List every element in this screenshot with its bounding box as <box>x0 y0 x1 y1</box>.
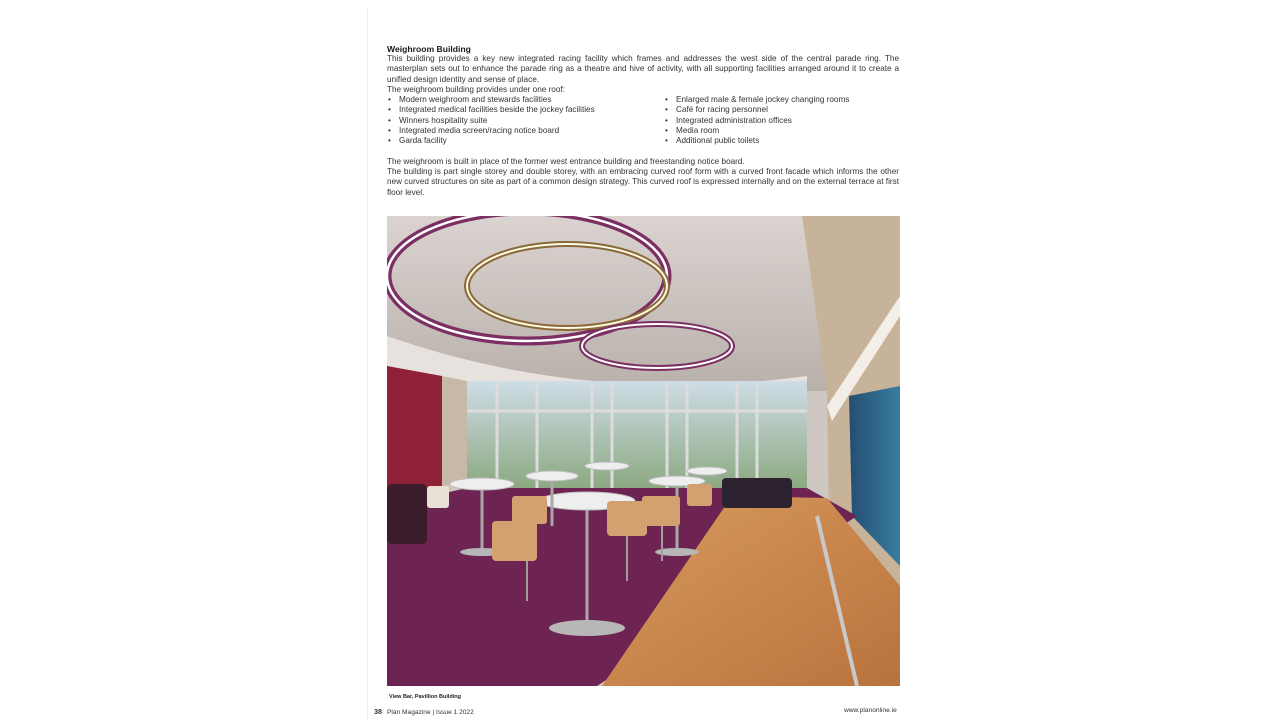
website-url: www.planonline.ie <box>844 707 897 714</box>
list-item: • Winners hospitality suite <box>387 116 595 126</box>
facilities-list-right <box>664 95 849 146</box>
interior-photo <box>387 216 900 686</box>
body-paragraph-2: The weighroom is built in place of the former west entrance building and freestanding notice board. <box>387 157 745 166</box>
list-item: • Café for racing personnel <box>664 105 849 115</box>
list-item: • Enlarged male & female jockey changing rooms <box>664 95 849 105</box>
page-footer-left <box>374 707 474 716</box>
list-item: • Garda facility <box>387 136 595 146</box>
list-item: • Modern weighroom and stewards facilities <box>387 95 595 105</box>
list-item: • Integrated administration offices <box>664 116 849 126</box>
photo-caption: View Bar, Pavillion Building <box>389 694 462 700</box>
facilities-list-left <box>387 95 595 146</box>
list-intro: The weighroom building provides under one roof: <box>387 85 565 94</box>
publication-info: Plan Magazine | Issue 1 2022 <box>387 709 474 716</box>
list-item: • Integrated media screen/racing notice board <box>387 126 595 136</box>
section-heading: Weighroom Building <box>387 44 471 54</box>
list-item: • Additional public toilets <box>664 136 849 146</box>
intro-paragraph: This building provides a key new integrated racing facility which frames and addresses the west side of the central parade ring. The masterplan sets out to enhance the parade ring as a theatre and hive of activity, with all supporting facilities arranged around it to create a unified design identity and sense of place. <box>387 54 899 84</box>
list-item: • Integrated medical facilities beside the jockey facilities <box>387 105 595 115</box>
body-paragraph-3: The building is part single storey and double storey, with an embracing curved roof form with a curved front facade which informs the other new curved structures on site as part of a common design strategy. This curved roof is expressed internally and on the external terrace at first floor level. <box>387 167 899 197</box>
list-item: • Media room <box>664 126 849 136</box>
page-number: 38 <box>374 707 382 716</box>
